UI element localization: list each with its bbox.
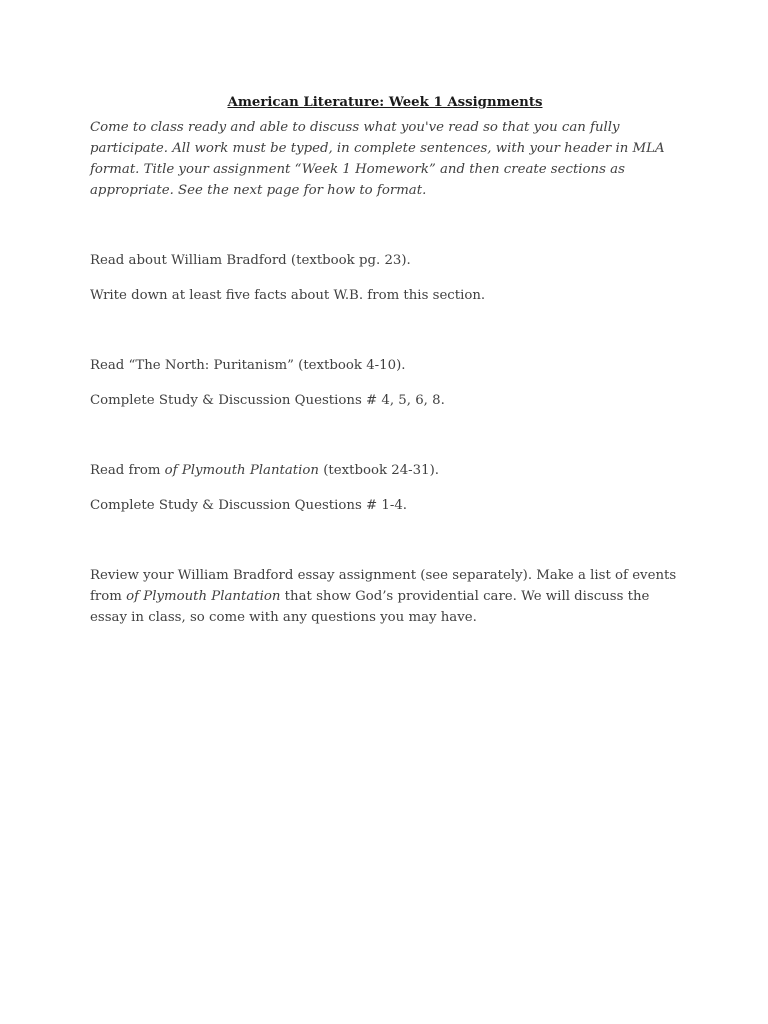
section-4-book-title: of Plymouth Plantation — [126, 589, 281, 604]
section-3-read-suffix: (textbook 24-31). — [318, 463, 440, 478]
intro-paragraph: Come to class ready and able to discuss what you've read so that you can fully participate. All work must be typed, in complete sentences, with your header in MLA format. Title your assignment “Week 1 Homework” and then create sections as appropriate. See the next page for how to format. — [90, 120, 665, 198]
section-4-review-suffix: that show God’s providential care. We will discuss the essay in class, so come with any questions you may have. — [90, 589, 650, 625]
section-1-task: Write down at least five facts about W.B. from this section. — [90, 288, 486, 303]
section-3-book-title: of Plymouth Plantation — [164, 463, 319, 478]
section-4-review — [90, 565, 680, 628]
document-page — [90, 93, 680, 628]
section-4-review-prefix: Review your William Bradford essay assignment (see separately). Make a list of events from — [90, 568, 677, 604]
section-3-read-prefix: Read from — [90, 463, 165, 478]
section-2-task: Complete Study & Discussion Questions # 4, 5, 6, 8. — [90, 393, 445, 408]
section-3-read — [90, 460, 680, 481]
section-1-read: Read about William Bradford (textbook pg. 23). — [90, 253, 411, 268]
section-2-read: Read “The North: Puritanism” (textbook 4-10). — [90, 358, 406, 373]
document-title: American Literature: Week 1 Assignments — [227, 95, 543, 110]
section-3-task: Complete Study & Discussion Questions # 1-4. — [90, 498, 408, 513]
